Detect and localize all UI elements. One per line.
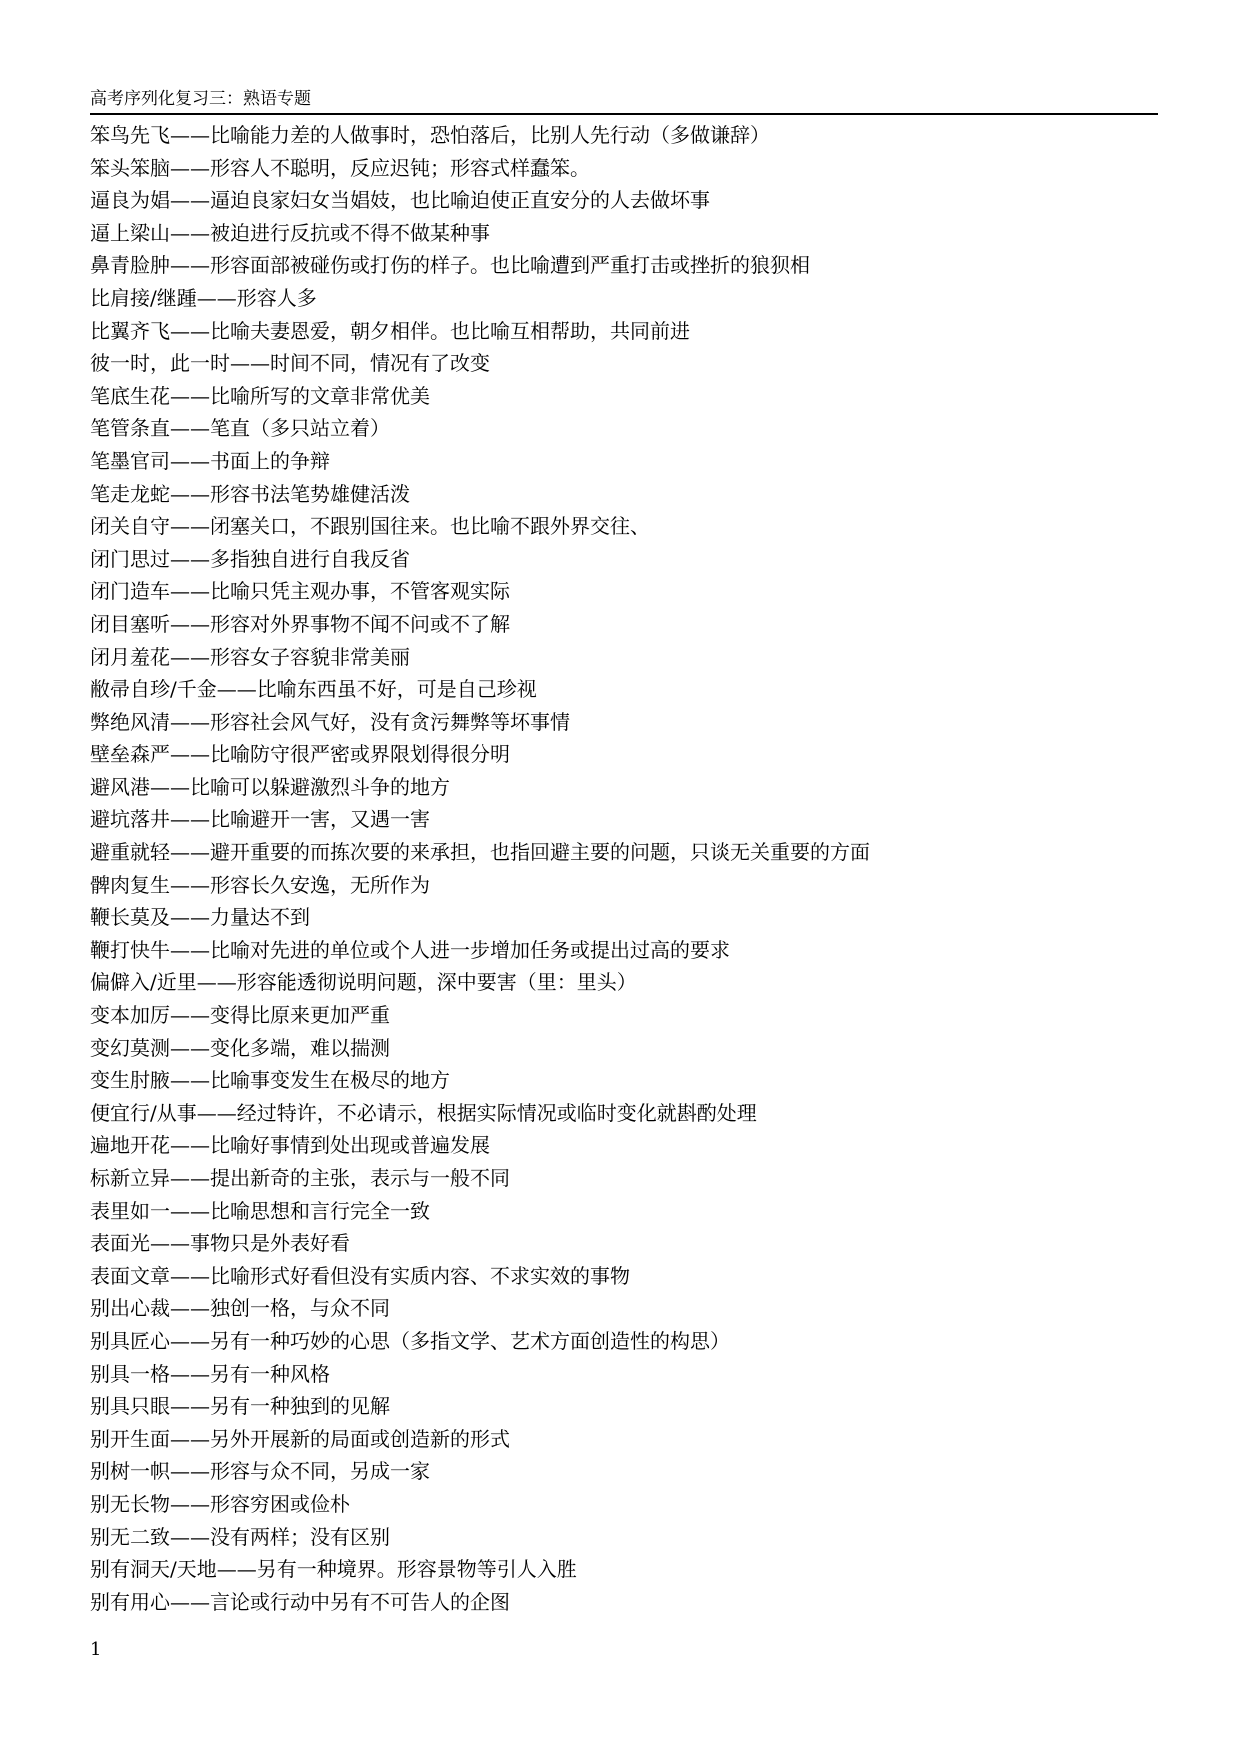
idiom-entry: 别树一帜——形容与众不同，另成一家: [90, 1459, 430, 1484]
idiom-entry: 壁垒森严——比喻防守很严密或界限划得很分明: [90, 742, 510, 767]
idiom-entry: 笨鸟先飞——比喻能力差的人做事时，恐怕落后，比别人先行动（多做谦辞）: [90, 123, 770, 147]
idiom-entry: 鼻青脸肿——形容面部被碰伤或打伤的样子。也比喻遭到严重打击或挫折的狼狈相: [90, 253, 810, 278]
idiom-entry: 偏僻入/近里——形容能透彻说明问题，深中要害（里：里头）: [90, 970, 637, 995]
idiom-entry: 弊绝风清——形容社会风气好，没有贪污舞弊等坏事情: [90, 709, 570, 734]
idiom-entry: 避风港——比喻可以躲避激烈斗争的地方: [90, 774, 450, 799]
idiom-entry: 遍地开花——比喻好事情到处出现或普遍发展: [90, 1133, 490, 1158]
idiom-entry: 髀肉复生——形容长久安逸，无所作为: [90, 872, 430, 897]
idiom-entry: 变生肘腋——比喻事变发生在极尽的地方: [90, 1068, 450, 1093]
idiom-entry: 闭关自守——闭塞关口，不跟别国往来。也比喻不跟外界交往、: [90, 514, 650, 539]
idiom-entry: 别无长物——形容穷困或俭朴: [90, 1491, 350, 1516]
idiom-entry: 笔墨官司——书面上的争辩: [90, 448, 330, 473]
idiom-entry: 闭门思过——多指独自进行自我反省: [90, 546, 410, 571]
idiom-entry: 鞭打快牛——比喻对先进的单位或个人进一步增加任务或提出过高的要求: [90, 937, 730, 962]
idiom-entry: 表面文章——比喻形式好看但没有实质内容、不求实效的事物: [90, 1263, 630, 1288]
idiom-entry: 鞭长莫及——力量达不到: [90, 905, 310, 930]
idiom-entry: 笔底生花——比喻所写的文章非常优美: [90, 383, 430, 408]
header-title: 高考序列化复习三：熟语专题: [90, 89, 311, 109]
idiom-entry: 闭门造车——比喻只凭主观办事，不管客观实际: [90, 579, 510, 604]
idiom-entry: 别开生面——另外开展新的局面或创造新的形式: [90, 1426, 510, 1451]
idiom-entry: 别有洞天/天地——另有一种境界。形容景物等引人入胜: [90, 1557, 577, 1582]
idiom-entry: 变幻莫测——变化多端，难以揣测: [90, 1035, 390, 1060]
idiom-entry: 别具匠心——另有一种巧妙的心思（多指文学、艺术方面创造性的构思）: [90, 1328, 730, 1353]
idiom-entry: 避重就轻——避开重要的而拣次要的来承担，也指回避主要的问题，只谈无关重要的方面: [90, 840, 870, 865]
idiom-entry: 别有用心——言论或行动中另有不可告人的企图: [90, 1589, 510, 1614]
idiom-entry: 变本加厉——变得比原来更加严重: [90, 1003, 390, 1028]
idiom-entry: 别具一格——另有一种风格: [90, 1361, 330, 1386]
idiom-entry: 避坑落井——比喻避开一害，又遇一害: [90, 807, 430, 832]
idiom-entry: 敝帚自珍/千金——比喻东西虽不好，可是自己珍视: [90, 677, 537, 702]
idiom-entry: 别无二致——没有两样；没有区别: [90, 1524, 390, 1549]
idiom-entry: 逼良为娼——逼迫良家妇女当娼妓，也比喻迫使正直安分的人去做坏事: [90, 188, 710, 213]
idiom-entry: 便宜行/从事——经过特许，不必请示，根据实际情况或临时变化就斟酌处理: [90, 1100, 757, 1125]
idiom-entry: 比肩接/继踵——形容人多: [90, 285, 317, 310]
idiom-entry: 笔管条直——笔直（多只站立着）: [90, 416, 390, 441]
page-number: 1: [90, 1639, 102, 1660]
idiom-entry: 笔走龙蛇——形容书法笔势雄健活泼: [90, 481, 410, 506]
idiom-entry: 逼上梁山——被迫进行反抗或不得不做某种事: [90, 220, 490, 245]
idiom-entry: 闭目塞听——形容对外界事物不闻不问或不了解: [90, 611, 510, 636]
idiom-entry: 别出心裁——独创一格，与众不同: [90, 1296, 390, 1321]
idiom-entry: 表里如一——比喻思想和言行完全一致: [90, 1198, 430, 1223]
page-header: [90, 85, 1158, 115]
idiom-entry: 比翼齐飞——比喻夫妻恩爱，朝夕相伴。也比喻互相帮助，共同前进: [90, 318, 690, 343]
idiom-entry: 表面光——事物只是外表好看: [90, 1231, 350, 1256]
idiom-entry: 闭月羞花——形容女子容貌非常美丽: [90, 644, 410, 669]
idiom-entry: 标新立异——提出新奇的主张，表示与一般不同: [90, 1166, 510, 1190]
idiom-entry: 别具只眼——另有一种独到的见解: [90, 1394, 390, 1419]
idiom-entry: 笨头笨脑——形容人不聪明，反应迟钝；形容式样蠢笨。: [90, 155, 590, 180]
idiom-entry: 彼一时，此一时——时间不同，情况有了改变: [90, 351, 490, 376]
idiom-list: [90, 119, 1158, 1618]
